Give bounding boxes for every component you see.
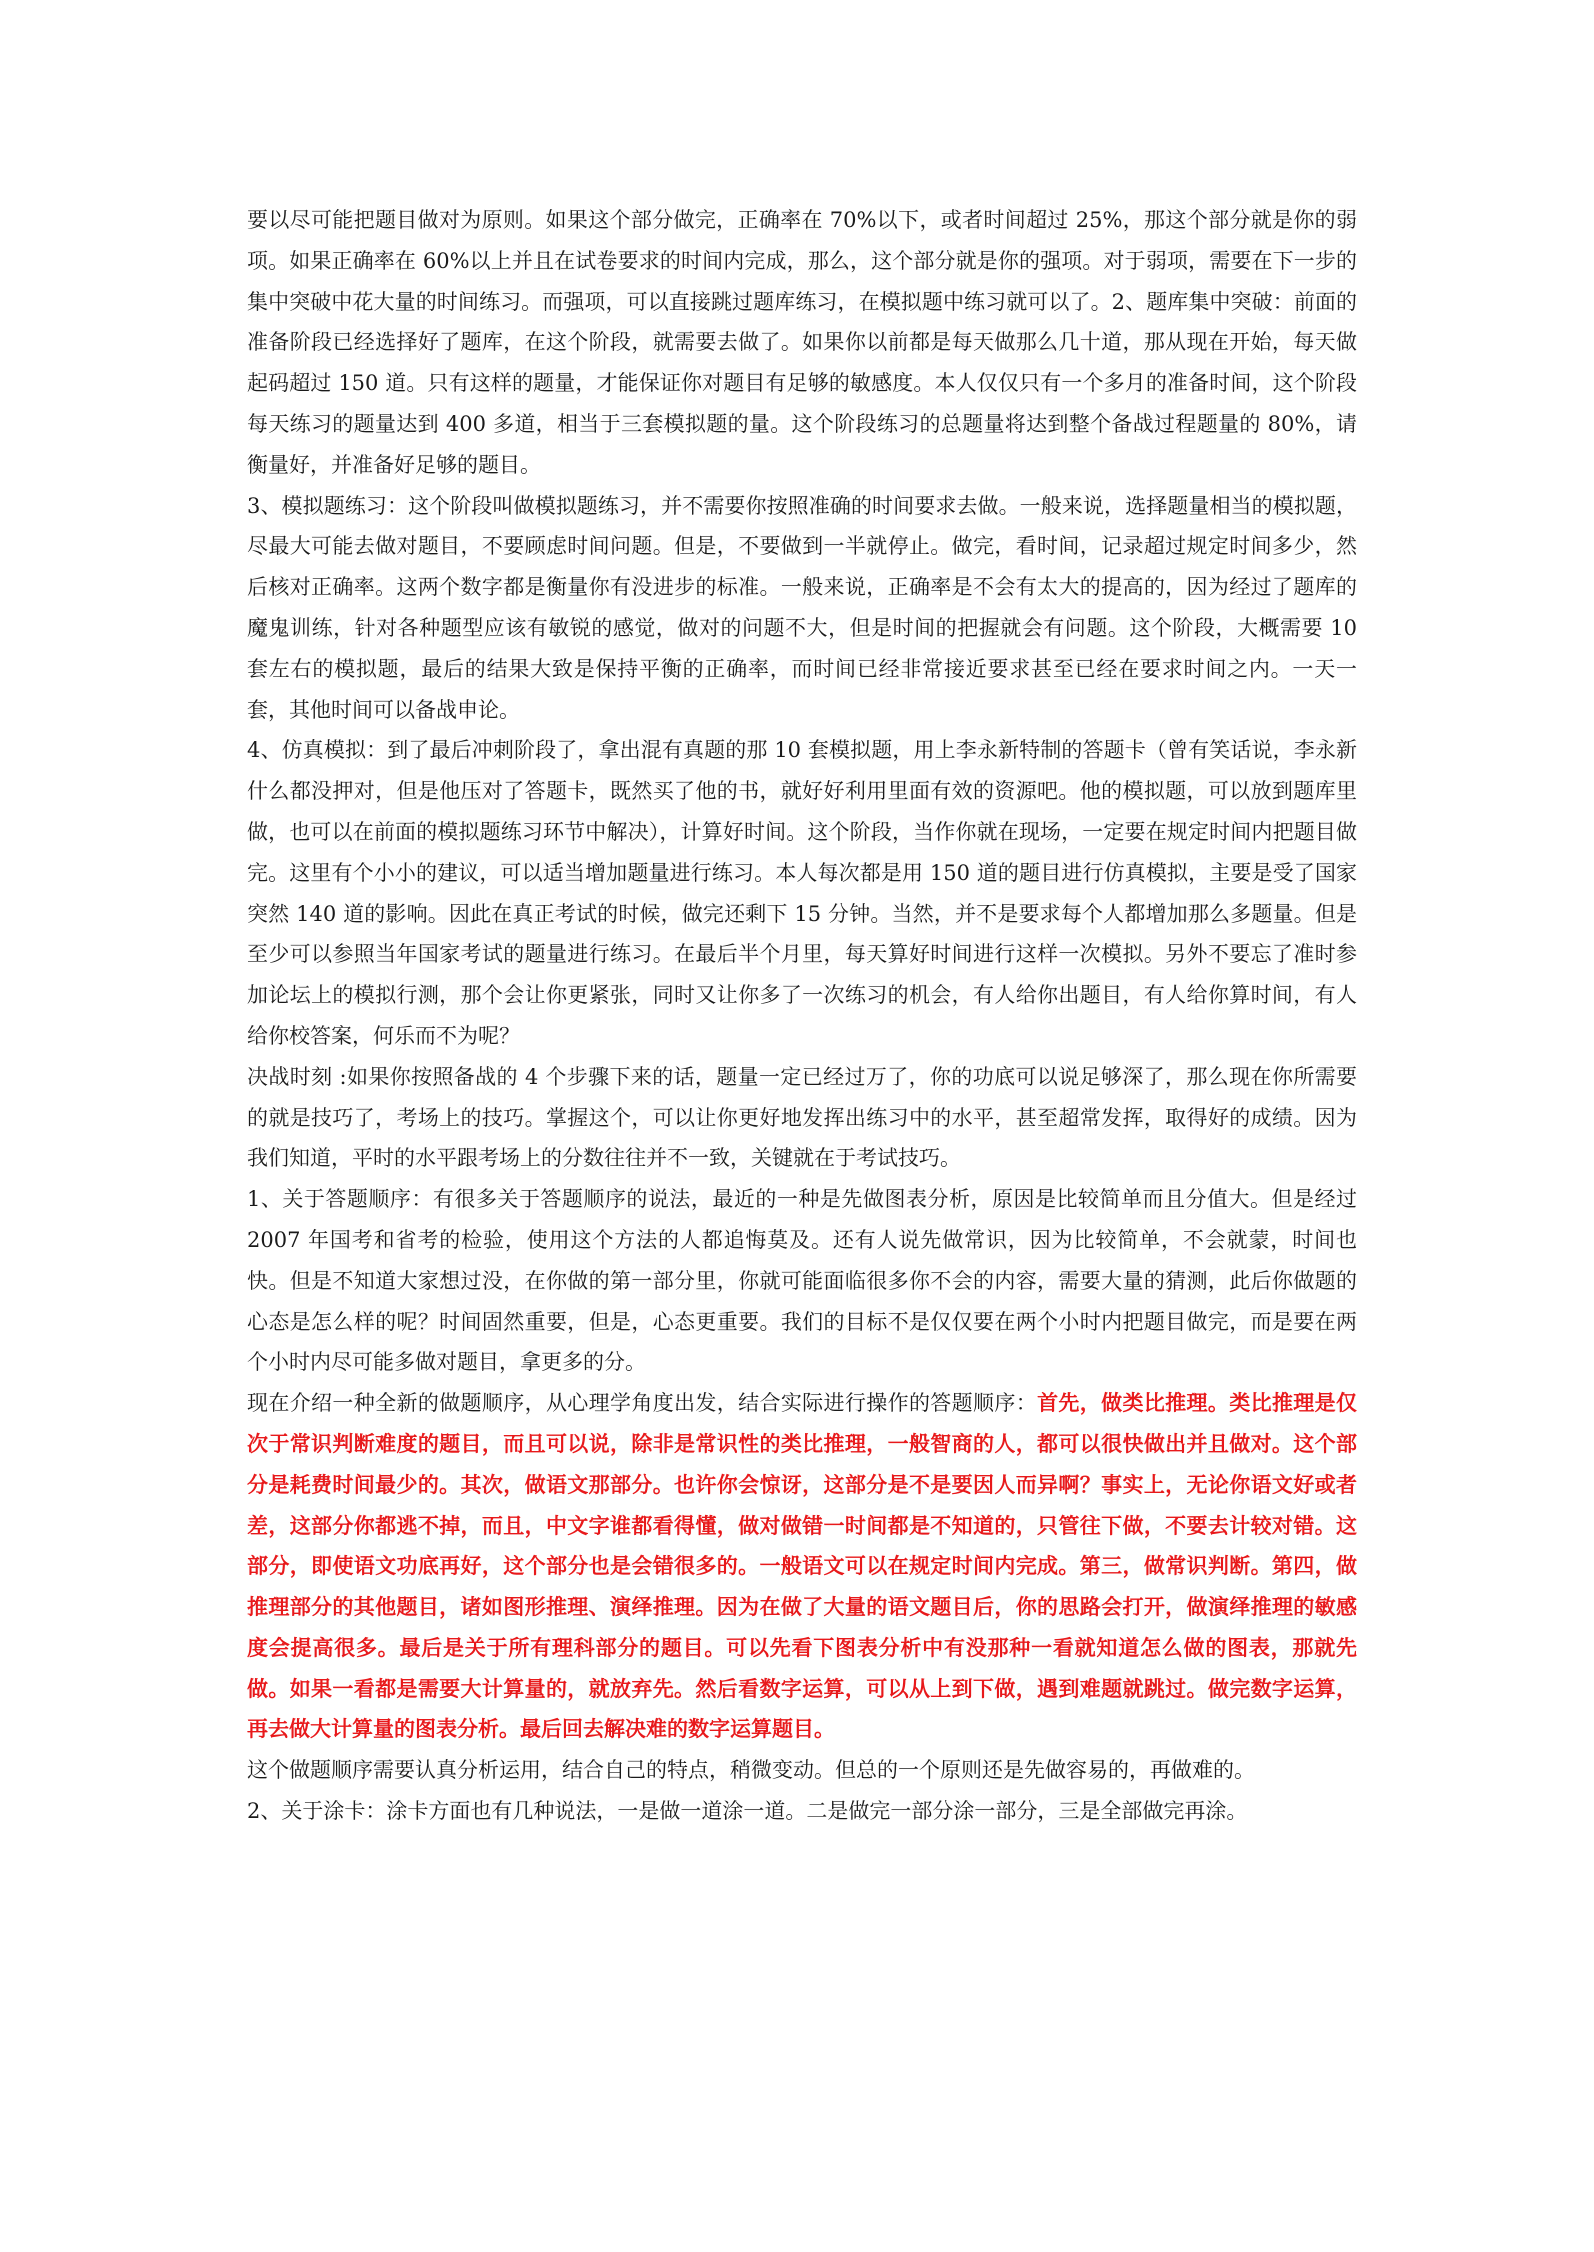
paragraph-simulation: 4、仿真模拟：到了最后冲刺阶段了，拿出混有真题的那 10 套模拟题，用上李永新特制的答题卡（曾有笑话说，李永新什么都没押对，但是他压对了答题卡，既然买了他的书，就好好利用里面有效的资源吧。他的模拟题，可以放到题库里做，也可以在前面的模拟题练习环节中解决），计算好时间。这个阶段，当作你就在现场，一定要在规定时间内把题目做完。这里有个小小的建议，可以适当增加题量进行练习。本人每次都是用 150 道的题目进行仿真模拟，主要是受了国家突然 140 道的影响。因此在真正考试的时候，做完还剩下 15 分钟。当然，并不是要求每个人都增加那么多题量。但是至少可以参照当年国家考试的题量进行练习。在最后半个月里，每天算好时间进行这样一次模拟。另外不要忘了准时参加论坛上的模拟行测，那个会让你更紧张，同时又让你多了一次练习的机会，有人给你出题目，有人给你算时间，有人给你校答案，何乐而不为呢？ bbox=[247, 738, 1357, 1048]
paragraph-question-bank-intro: 要以尽可能把题目做对为原则。如果这个部分做完，正确率在 70%以下，或者时间超过 25%，那这个部分就是你的弱项。如果正确率在 60%以上并且在试卷要求的时间内完成，那么，这个部分就是你的强项。对于弱项，需要在下一步的集中突破中花大量的时间练习。而强项，可以直接跳过题库练习，在模拟题中练习就可以了。2、题库集中突破：前面的准备阶段已经选择好了题库，在这个阶段，就需要去做了。如果你以前都是每天做那么几十道，那从现在开始，每天做起码超过 150 道。只有这样的题量，才能保证你对题目有足够的敏感度。本人仅仅只有一个多月的准备时间，这个阶段每天练习的题量达到 400 多道，相当于三套模拟题的量。这个阶段练习的总题量将达到整个备战过程题量的 80%，请衡量好，并准备好足够的题目。 bbox=[247, 208, 1357, 477]
paragraph-answer-order: 1、关于答题顺序：有很多关于答题顺序的说法，最近的一种是先做图表分析，原因是比较简单而且分值大。但是经过 2007 年国考和省考的检验，使用这个方法的人都追悔莫及。还有人说先做常识，因为比较简单，不会就蒙，时间也快。但是不知道大家想过没，在你做的第一部分里，你就可能面临很多你不会的内容，需要大量的猜测，此后你做题的心态是怎么样的呢？时间固然重要，但是，心态更重要。我们的目标不是仅仅要在两个小时内把题目做完，而是要在两个小时内尽可能多做对题目，拿更多的分。 bbox=[247, 1187, 1357, 1375]
paragraph-decisive-moment: 决战时刻 :如果你按照备战的 4 个步骤下来的话，题量一定已经过万了，你的功底可以说足够深了，那么现在你所需要的就是技巧了，考场上的技巧。掌握这个，可以让你更好地发挥出练习中的水平，甚至超常发挥，取得好的成绩。因为我们知道，平时的水平跟考场上的分数往往并不一致，关键就在于考试技巧。 bbox=[247, 1064, 1357, 1171]
paragraph-card-filling: 2、关于涂卡：涂卡方面也有几种说法，一是做一道涂一道。二是做完一部分涂一部分，三是全部做完再涂。 bbox=[247, 1799, 1248, 1824]
paragraph-new-order bbox=[247, 1383, 1357, 1750]
new-order-intro: 现在介绍一种全新的做题顺序，从心理学角度出发，结合实际进行操作的答题顺序： bbox=[247, 1391, 1038, 1416]
new-order-highlight: 首先，做类比推理。类比推理是仅次于常识判断难度的题目，而且可以说，除非是常识性的类比推理，一般智商的人，都可以很快做出并且做对。这个部分是耗费时间最少的。其次，做语文那部分。也许你会惊讶，这部分是不是要因人而异啊？事实上，无论你语文好或者差，这部分你都逃不掉，而且，中文字谁都看得懂，做对做错一时间都是不知道的，只管往下做，不要去计较对错。这部分，即使语文功底再好，这个部分也是会错很多的。一般语文可以在规定时间内完成。第三，做常识判断。第四，做推理部分的其他题目，诸如图形推理、演绎推理。因为在做了大量的语文题目后，你的思路会打开，做演绎推理的敏感度会提高很多。最后是关于所有理科部分的题目。可以先看下图表分析中有没那种一看就知道怎么做的图表，那就先做。如果一看都是需要大计算量的，就放弃先。然后看数字运算，可以从上到下做，遇到难题就跳过。做完数字运算，再去做大计算量的图表分析。最后回去解决难的数字运算题目。 bbox=[247, 1390, 1358, 1742]
paragraph-order-summary: 这个做题顺序需要认真分析运用，结合自己的特点，稍微变动。但总的一个原则还是先做容易的，再做难的。 bbox=[247, 1758, 1255, 1783]
document-body bbox=[247, 200, 1357, 1832]
paragraph-mock-exam-practice: 3、模拟题练习：这个阶段叫做模拟题练习，并不需要你按照准确的时间要求去做。一般来说，选择题量相当的模拟题，尽最大可能去做对题目，不要顾虑时间问题。但是，不要做到一半就停止。做完，看时间，记录超过规定时间多少，然后核对正确率。这两个数字都是衡量你有没进步的标准。一般来说，正确率是不会有太大的提高的，因为经过了题库的魔鬼训练，针对各种题型应该有敏锐的感觉，做对的问题不大，但是时间的把握就会有问题。这个阶段，大概需要 10 套左右的模拟题，最后的结果大致是保持平衡的正确率，而时间已经非常接近要求甚至已经在要求时间之内。一天一套，其他时间可以备战申论。 bbox=[247, 493, 1357, 722]
